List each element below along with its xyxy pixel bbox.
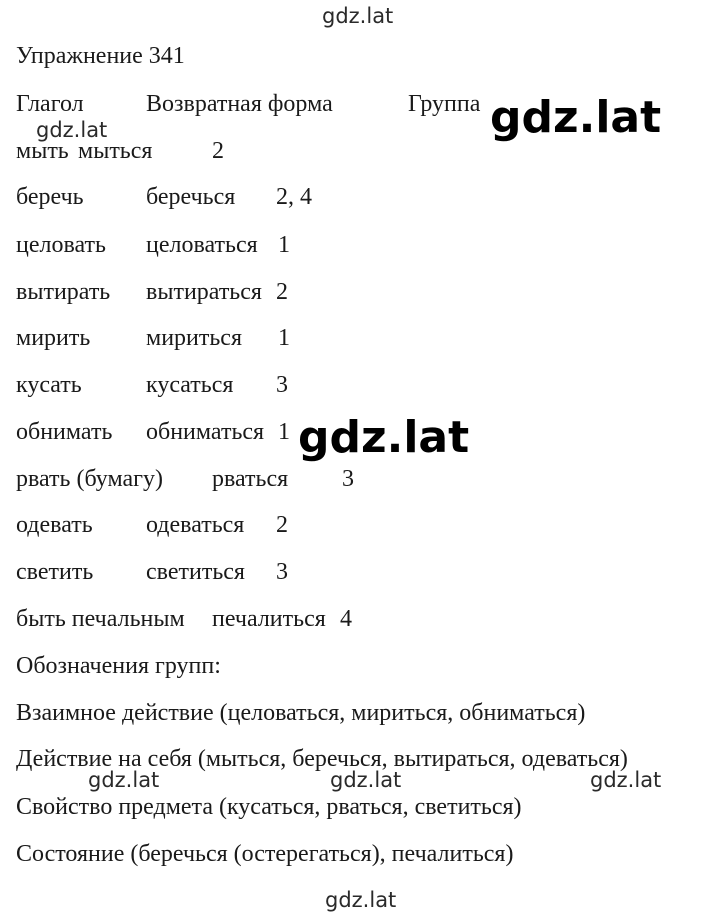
row-verb: кусать xyxy=(16,372,82,398)
row-verb: светить xyxy=(16,559,94,585)
row-verb: целовать xyxy=(16,232,106,258)
legend-item: Состояние (беречься (остерегаться), печалиться) xyxy=(16,841,514,867)
row-group: 1 xyxy=(278,325,290,351)
watermark-text: gdz.lat xyxy=(325,888,397,912)
row-group: 2 xyxy=(276,512,288,538)
row-group: 3 xyxy=(276,559,288,585)
row-group: 2, 4 xyxy=(276,184,312,210)
header-verb: Глагол xyxy=(16,91,84,117)
row-group: 3 xyxy=(276,372,288,398)
legend-item: Действие на себя (мыться, беречься, вытираться, одеваться) xyxy=(16,746,628,772)
row-reflexive: печалиться xyxy=(212,606,326,632)
watermark-text: gdz.lat xyxy=(298,412,470,463)
row-verb: обнимать xyxy=(16,419,113,445)
row-verb: мыть xyxy=(16,138,69,164)
legend-item: Взаимное действие (целоваться, мириться, обниматься) xyxy=(16,700,586,726)
row-reflexive: мириться xyxy=(146,325,242,351)
row-verb: беречь xyxy=(16,184,84,210)
row-group: 4 xyxy=(340,606,352,632)
header-group: Группа xyxy=(408,91,481,117)
watermark-text: gdz.lat xyxy=(36,118,108,142)
row-verb: быть печальным xyxy=(16,606,185,632)
row-reflexive: беречься xyxy=(146,184,236,210)
watermark-text: gdz.lat xyxy=(590,768,662,792)
row-reflexive: целоваться xyxy=(146,232,258,258)
row-group: 1 xyxy=(278,232,290,258)
row-verb: мирить xyxy=(16,325,91,351)
watermark-text: gdz.lat xyxy=(322,4,394,28)
row-reflexive: мыться xyxy=(78,138,153,164)
watermark-text: gdz.lat xyxy=(330,768,402,792)
row-reflexive: рваться xyxy=(212,466,289,492)
watermark-text: gdz.lat xyxy=(490,92,662,143)
row-reflexive: вытираться xyxy=(146,279,262,305)
watermark-text: gdz.lat xyxy=(88,768,160,792)
row-group: 3 xyxy=(342,466,354,492)
row-verb: вытирать xyxy=(16,279,111,305)
row-group: 1 xyxy=(278,419,290,445)
row-reflexive: кусаться xyxy=(146,372,234,398)
row-reflexive: обниматься xyxy=(146,419,265,445)
row-verb: одевать xyxy=(16,512,93,538)
legend-item: Свойство предмета (кусаться, рваться, светиться) xyxy=(16,794,522,820)
row-reflexive: одеваться xyxy=(146,512,245,538)
row-verb: рвать (бумагу) xyxy=(16,466,163,492)
row-reflexive: светиться xyxy=(146,559,245,585)
header-reflexive: Возвратная форма xyxy=(146,91,333,117)
row-group: 2 xyxy=(276,279,288,305)
legend-title: Обозначения групп: xyxy=(16,653,221,679)
row-group: 2 xyxy=(212,138,224,164)
exercise-title: Упражнение 341 xyxy=(16,43,185,69)
